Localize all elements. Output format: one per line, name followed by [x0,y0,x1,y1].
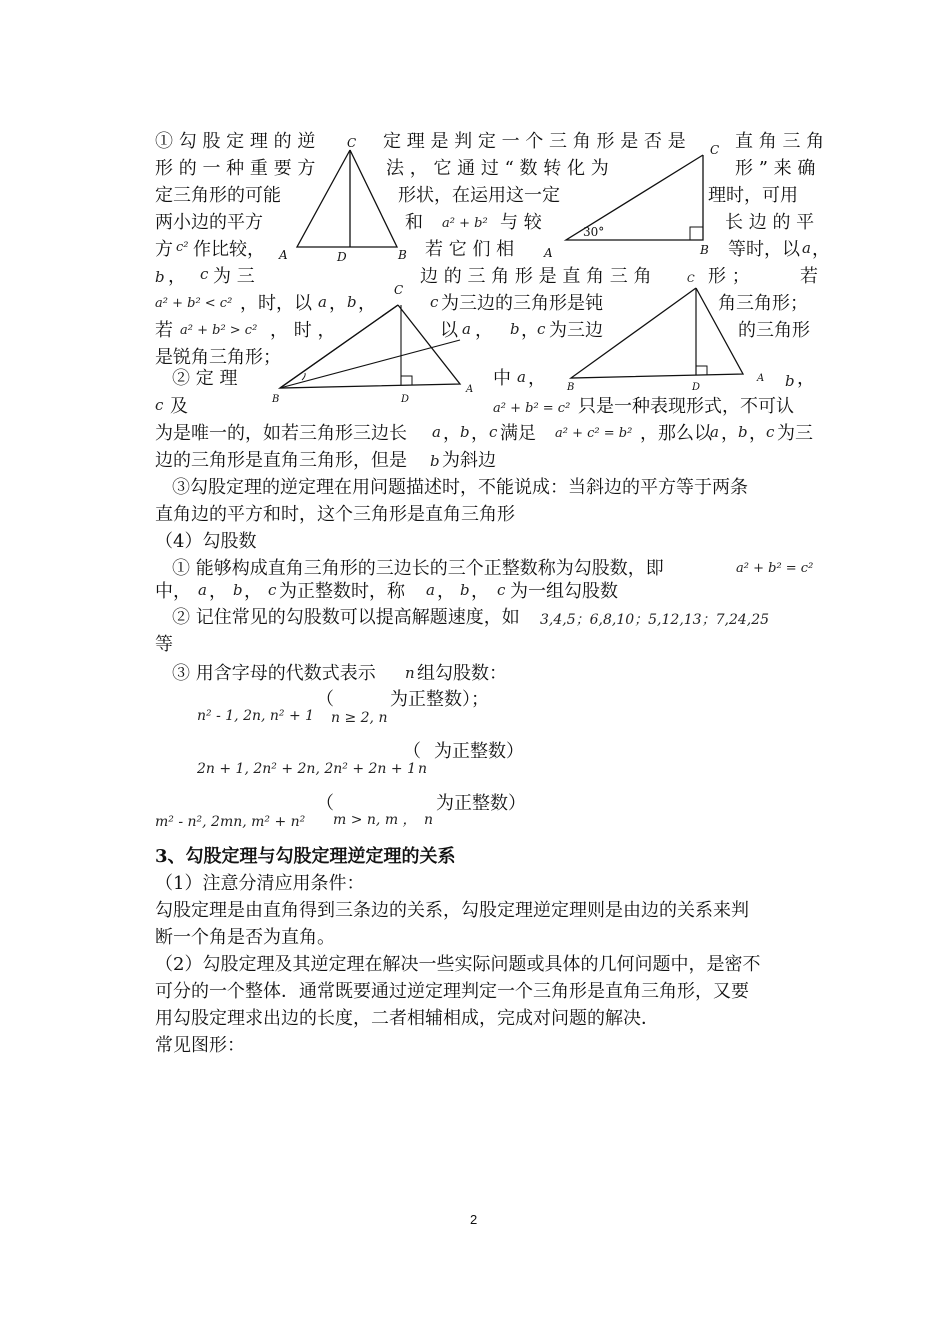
text-line: 满足 [500,423,536,444]
text-line: 直角边的平方和时，这个三角形是直角三角形 [155,504,515,525]
text-line: ① 勾 股 定 理 的 逆 [155,131,316,152]
math-variable: c [766,423,775,441]
vertex-label-b: B [398,248,407,262]
text-line: 形 ” 来 确 [735,158,816,179]
text-line: ， [329,293,347,314]
math-expression: m² - n², 2mn, m² + n² [155,814,306,830]
text-line: 为三边的三角形是钝 [441,293,603,314]
text-line: ① 能够构成直角三角形的三边长的三个正整数称为勾股数，即 [172,558,664,579]
text-line: ， [475,320,493,341]
text-line: ， [749,423,767,444]
text-line: ， [471,423,489,444]
math-variable: c [489,423,498,441]
text-line: 的三角形 [738,320,810,341]
math-expression: a² + b² < c² [155,296,233,311]
math-variable: a [432,423,441,441]
text-line: 定 理 是 判 定 一 个 三 角 形 是 否 是 [383,131,686,152]
vertex-label-a: A [466,384,474,395]
math-variable: n [418,761,428,777]
text-line: 是锐角三角形； [155,347,281,368]
text-line: ， [209,581,227,602]
text-line: 形 ； [708,266,750,287]
text-line: 为三 [777,423,813,444]
text-line: 以 [440,320,458,341]
text-line: 只是一种表现形式，不可认 [578,396,794,417]
text-line: 方 [155,239,173,260]
text-line: 等时，以 [728,239,800,260]
text-line: ② 定 理 [172,368,238,389]
text-line: 断一个角是否为直角。 [155,927,335,948]
math-variable: c [268,581,277,599]
text-line: 法 ， 它 通 过 “ 数 转 化 为 [386,158,609,179]
text-line: 若 它 们 相 [425,239,515,260]
text-line: 为正整数） [434,741,524,762]
text-line: ， [168,266,186,287]
triangle-figure-altitude [565,270,775,395]
math-variable: b [460,581,470,599]
vertex-label-b: B [700,243,709,257]
text-line: （ [316,689,334,710]
text-line: 若 [800,266,818,287]
vertex-label-b: B [272,394,280,405]
math-variable: b [460,423,470,441]
vertex-label-c: C [394,283,404,297]
text-line: 为 三 [213,266,255,287]
text-line: 中 [493,368,511,389]
math-expression: c² [176,240,189,255]
text-line: 定三角形的可能 [155,185,281,206]
text-line: 组勾股数： [417,663,507,684]
text-line: ③勾股定理的逆定理在用问题描述时，不能说成：当斜边的平方等于两条 [172,477,748,498]
text-line: 为一组勾股数 [510,581,618,602]
math-variable: b [430,452,440,470]
vertex-label-d: D [401,394,410,405]
text-line: ， [437,581,455,602]
text-line: 理时，可用 [708,185,798,206]
vertex-label-a: A [544,246,553,260]
math-expression: 3,4,5；6,8,10；5,12,13；7,24,25 [540,612,770,628]
text-line: 和 [405,212,423,233]
text-line: 勾股定理是由直角得到三条边的关系，勾股定理逆定理则是由边的关系来判 [155,900,749,921]
text-line: 边的三角形是直角三角形，但是 [155,450,407,471]
math-variable: b [510,320,520,338]
math-variable: c [497,581,506,599]
text-line: ③ 用含字母的代数式表示 [172,663,376,684]
math-variable: c [430,293,439,311]
angle-arc [302,373,305,380]
math-variable: c [155,396,164,414]
math-expression: n² - 1, 2n, n² + 1 [197,708,315,724]
text-line: ② 记住常见的勾股数可以提高解题速度，如 [172,607,520,628]
text-line: （4）勾股数 [155,531,257,552]
math-variable: a [517,368,526,386]
math-expression: m > n, m ， [333,812,417,828]
math-variable: a [198,581,207,599]
vertex-label-c: C [710,143,720,157]
text-line: 若 [155,320,173,341]
math-expression: a² + b² [442,216,488,231]
vertex-label-d: D [337,250,347,264]
text-line: （ [316,793,334,814]
text-line: （2）勾股定理及其逆定理在解决一些实际问题或具体的几何问题中，是密不 [155,954,761,975]
math-variable: b [347,293,357,311]
text-line: 形状，在运用这一定 [398,185,560,206]
text-line: ， [244,581,262,602]
text-line: 与 较 [500,212,542,233]
text-line: （1）注意分清应用条件： [155,873,365,894]
math-variable: b [155,268,165,286]
text-line: ， [443,423,461,444]
text-line: ， [797,368,815,389]
side-line [280,305,398,388]
page-number: 2 [470,1212,478,1227]
math-variable: a [710,423,719,441]
math-variable: n [424,812,434,828]
math-variable: a [802,239,811,257]
text-line: 为正整数时，称 [279,581,405,602]
triangle-figure-isosceles [275,135,415,265]
math-variable: c [200,265,209,283]
math-variable: b [785,372,795,390]
text-line: 为三边 [549,320,603,341]
text-line: 为正整数）； [390,689,489,710]
math-variable: a [318,293,327,311]
vertex-label-c: C [347,136,357,150]
text-line: 形 的 一 种 重 要 方 [155,158,316,179]
text-line: 角三角形； [718,293,808,314]
math-expression: a² + b² = c² [736,561,814,576]
math-expression: a² + b² = c² [493,401,571,416]
section-heading: 3、勾股定理与勾股定理逆定理的关系 [155,846,456,867]
text-line: 等 [155,634,173,655]
text-line: ， 时 ， [270,320,336,341]
math-expression: a² + c² = b² [555,426,633,441]
text-line: 可分的一个整体．通常既要通过逆定理判定一个三角形是直角三角形，又要 [155,981,749,1002]
text-line: 为斜边 [442,450,496,471]
vertex-label-a: A [757,373,765,384]
vertex-label-b: B [567,382,575,393]
math-variable: a [426,581,435,599]
text-line: ，时，以 [240,293,312,314]
right-angle-mark [690,227,703,240]
text-line: （ [403,741,421,762]
text-line: 用勾股定理求出边的长度，二者相辅相成，完成对问题的解决． [155,1008,659,1029]
math-variable: n [405,664,415,682]
text-line: 及 [170,396,188,417]
math-variable: a [462,320,471,338]
triangle-outline [571,288,743,378]
text-line: 常见图形： [155,1035,245,1056]
text-line: 长 边 的 平 [725,212,815,233]
angle-bisector-line [280,340,460,388]
vertex-label-c: C [687,274,695,285]
math-variable: b [233,581,243,599]
triangle-figure-altitude-inside [270,280,485,405]
text-line: ， [358,293,376,314]
angle-label: 30° [583,225,605,239]
text-line: ， [471,581,489,602]
text-line: 作比较， [193,239,265,260]
text-line: ， [521,320,539,341]
math-variable: b [738,423,748,441]
text-line: 直 角 三 角 [735,131,825,152]
text-line: 中， [155,581,191,602]
triangle-outline [280,305,460,388]
triangle-figure-30-degree [540,140,730,260]
text-line: ， [812,239,830,260]
text-line: 边 的 三 角 形 是 直 角 三 角 [420,266,652,287]
text-line: ，那么以 [640,423,712,444]
text-line: ， [721,423,739,444]
text-line: ， [528,368,546,389]
vertex-label-a: A [279,248,288,262]
text-line: 为正整数） [436,793,526,814]
math-expression: a² + b² > c² [180,323,258,338]
math-expression: 2n + 1, 2n² + 2n, 2n² + 2n + 1 [197,761,416,777]
math-expression: n ≥ 2, n [331,710,388,726]
text-line: 为是唯一的，如若三角形三边长 [155,423,407,444]
triangle-outline [297,150,397,247]
right-angle-mark [401,376,412,385]
right-angle-mark [696,366,707,375]
vertex-label-d: D [692,382,701,393]
text-line: 两小边的平方 [155,212,263,233]
math-variable: c [537,320,546,338]
